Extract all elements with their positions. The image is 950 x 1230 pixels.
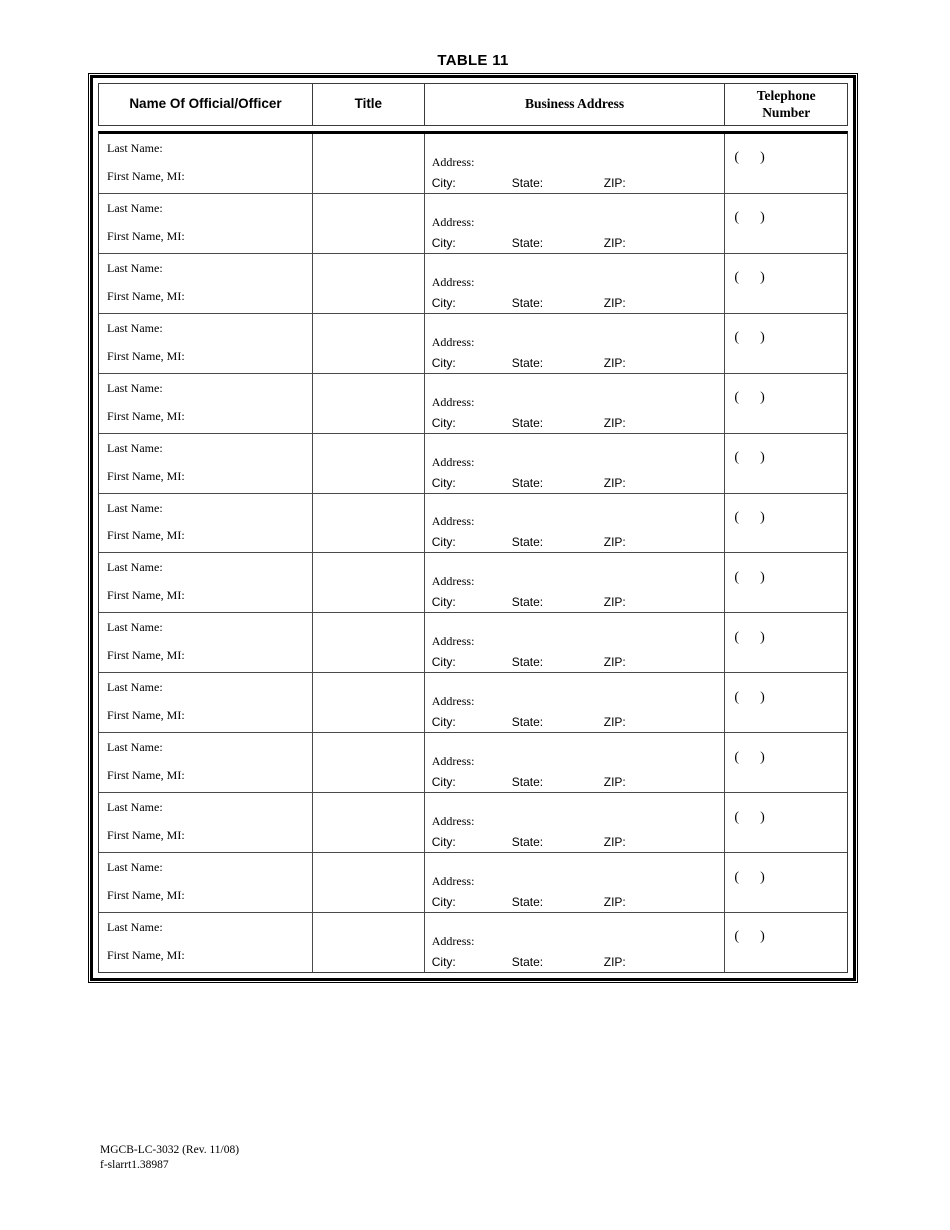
state-label: State:: [511, 175, 544, 190]
city-state-zip-line: [432, 655, 721, 669]
phone-area-code-parens: [734, 510, 764, 526]
name-cell: [99, 553, 313, 612]
address-cell: [425, 853, 726, 912]
phone-close-paren: ): [760, 210, 765, 226]
title-cell: [313, 134, 425, 193]
table-header-row: [98, 83, 848, 126]
first-name-label: First Name, MI:: [107, 828, 185, 843]
city-state-zip-line: [432, 775, 721, 789]
phone-close-paren: ): [760, 569, 765, 585]
phone-open-paren: (: [734, 869, 740, 885]
phone-area-code-parens: [734, 450, 764, 466]
phone-open-paren: (: [734, 270, 740, 286]
title-cell: [313, 793, 425, 852]
phone-close-paren: ): [760, 869, 765, 885]
phone-open-paren: (: [734, 929, 740, 945]
state-label: State:: [511, 355, 544, 370]
address-cell: [425, 613, 726, 672]
last-name-label: Last Name:: [107, 320, 163, 335]
address-label: Address:: [431, 754, 475, 769]
title-cell: [313, 494, 425, 553]
zip-label: ZIP:: [603, 715, 626, 730]
state-label: State:: [511, 894, 544, 909]
form-number: MGCB-LC-3032 (Rev. 11/08): [100, 1144, 240, 1156]
zip-label: ZIP:: [603, 595, 626, 610]
title-cell: [313, 194, 425, 253]
phone-cell: [725, 314, 847, 373]
table-row: [99, 673, 847, 733]
phone-open-paren: (: [734, 150, 740, 166]
name-cell: [99, 434, 313, 493]
state-label: State:: [511, 835, 544, 850]
address-label: Address:: [431, 574, 475, 589]
address-label: Address:: [431, 334, 475, 349]
address-cell: [425, 374, 726, 433]
phone-close-paren: ): [760, 809, 765, 825]
title-cell: [313, 254, 425, 313]
phone-area-code-parens: [734, 929, 764, 945]
form-footer: [100, 1143, 239, 1173]
last-name-label: Last Name:: [107, 200, 163, 215]
name-cell: [99, 254, 313, 313]
title-cell: [313, 673, 425, 732]
phone-open-paren: (: [734, 809, 740, 825]
phone-cell: [725, 494, 847, 553]
city-label: City:: [431, 475, 456, 490]
table-body: [98, 131, 848, 973]
phone-area-code-parens: [734, 270, 764, 286]
table-row: [99, 913, 847, 972]
name-cell: [99, 733, 313, 792]
name-cell: [99, 134, 313, 193]
phone-cell: [725, 434, 847, 493]
last-name-label: Last Name:: [107, 380, 163, 395]
phone-open-paren: (: [734, 629, 740, 645]
phone-cell: [725, 673, 847, 732]
phone-area-code-parens: [734, 870, 764, 886]
state-label: State:: [511, 415, 544, 430]
address-label: Address:: [431, 694, 475, 709]
zip-label: ZIP:: [603, 475, 626, 490]
phone-close-paren: ): [760, 330, 765, 346]
first-name-label: First Name, MI:: [107, 648, 185, 663]
title-cell: [313, 553, 425, 612]
address-cell: [425, 553, 726, 612]
state-label: State:: [511, 954, 544, 969]
first-name-label: First Name, MI:: [107, 887, 185, 902]
city-label: City:: [431, 715, 456, 730]
form-reference: f-slarrt1.38987: [100, 1159, 169, 1172]
zip-label: ZIP:: [603, 295, 626, 310]
zip-label: ZIP:: [603, 355, 626, 370]
address-label: Address:: [431, 394, 475, 409]
name-cell: [99, 494, 313, 553]
address-label: Address:: [431, 634, 475, 649]
first-name-label: First Name, MI:: [107, 768, 185, 783]
state-label: State:: [511, 655, 544, 670]
phone-cell: [725, 374, 847, 433]
city-label: City:: [431, 175, 456, 190]
table-row: [99, 733, 847, 793]
state-label: State:: [511, 595, 544, 610]
phone-cell: [725, 254, 847, 313]
last-name-label: Last Name:: [107, 860, 163, 875]
phone-area-code-parens: [734, 570, 764, 586]
city-label: City:: [431, 535, 456, 550]
address-label: Address:: [431, 154, 475, 169]
state-label: State:: [511, 715, 544, 730]
address-cell: [425, 314, 726, 373]
city-label: City:: [431, 655, 456, 670]
city-state-zip-line: [432, 595, 721, 609]
zip-label: ZIP:: [603, 655, 626, 670]
phone-open-paren: (: [734, 569, 740, 585]
address-cell: [425, 194, 726, 253]
state-label: State:: [511, 775, 544, 790]
phone-cell: [725, 793, 847, 852]
city-state-zip-line: [432, 176, 721, 190]
first-name-label: First Name, MI:: [107, 468, 185, 483]
city-label: City:: [431, 415, 456, 430]
phone-area-code-parens: [734, 390, 764, 406]
officials-table: [88, 73, 858, 983]
zip-label: ZIP:: [603, 535, 626, 550]
name-cell: [99, 913, 313, 972]
title-cell: [313, 733, 425, 792]
phone-cell: [725, 194, 847, 253]
last-name-label: Last Name:: [107, 919, 163, 934]
page-title: TABLE 11: [437, 52, 509, 69]
table-row: [99, 553, 847, 613]
state-label: State:: [511, 295, 544, 310]
phone-cell: [725, 613, 847, 672]
address-label: Address:: [431, 933, 475, 948]
last-name-label: Last Name:: [107, 500, 163, 515]
phone-open-paren: (: [734, 210, 740, 226]
phone-open-paren: (: [734, 749, 740, 765]
table-row: [99, 434, 847, 494]
first-name-label: First Name, MI:: [107, 348, 185, 363]
first-name-label: First Name, MI:: [107, 588, 185, 603]
phone-area-code-parens: [734, 150, 764, 166]
city-state-zip-line: [432, 895, 721, 909]
city-state-zip-line: [432, 835, 721, 849]
address-cell: [425, 913, 726, 972]
city-label: City:: [431, 894, 456, 909]
phone-open-paren: (: [734, 390, 740, 406]
name-cell: [99, 613, 313, 672]
phone-close-paren: ): [760, 450, 765, 466]
address-label: Address:: [431, 873, 475, 888]
address-cell: [425, 733, 726, 792]
last-name-label: Last Name:: [107, 740, 163, 755]
phone-cell: [725, 134, 847, 193]
title-cell: [313, 374, 425, 433]
last-name-label: Last Name:: [107, 440, 163, 455]
city-label: City:: [431, 355, 456, 370]
phone-area-code-parens: [734, 330, 764, 346]
phone-area-code-parens: [734, 630, 764, 646]
phone-cell: [725, 853, 847, 912]
phone-close-paren: ): [760, 929, 765, 945]
zip-label: ZIP:: [603, 894, 626, 909]
last-name-label: Last Name:: [107, 560, 163, 575]
zip-label: ZIP:: [603, 954, 626, 969]
city-state-zip-line: [432, 416, 721, 430]
header-cell-name: Name Of Official/Officer: [99, 84, 313, 125]
address-cell: [425, 793, 726, 852]
title-cell: [313, 314, 425, 373]
last-name-label: Last Name:: [107, 141, 163, 155]
title-cell: [313, 434, 425, 493]
city-label: City:: [431, 775, 456, 790]
name-cell: [99, 194, 313, 253]
city-label: City:: [431, 835, 456, 850]
zip-label: ZIP:: [603, 835, 626, 850]
table-row: [99, 853, 847, 913]
table-row: [99, 793, 847, 853]
table-row: [99, 613, 847, 673]
address-label: Address:: [431, 214, 475, 229]
city-label: City:: [431, 235, 456, 250]
header-cell-business-address: Business Address: [425, 84, 726, 125]
state-label: State:: [511, 535, 544, 550]
title-cell: [313, 853, 425, 912]
phone-open-paren: (: [734, 509, 740, 525]
first-name-label: First Name, MI:: [107, 947, 185, 962]
name-cell: [99, 673, 313, 732]
phone-close-paren: ): [760, 689, 765, 705]
header-cell-telephone-number: Telephone Number: [756, 88, 816, 120]
address-label: Address:: [431, 274, 475, 289]
name-cell: [99, 793, 313, 852]
phone-open-paren: (: [734, 689, 740, 705]
phone-close-paren: ): [760, 390, 765, 406]
city-state-zip-line: [432, 715, 721, 729]
phone-close-paren: ): [760, 150, 765, 166]
address-label: Address:: [431, 454, 475, 469]
last-name-label: Last Name:: [107, 800, 163, 815]
last-name-label: Last Name:: [107, 620, 163, 635]
last-name-label: Last Name:: [107, 680, 163, 695]
phone-area-code-parens: [734, 210, 764, 226]
address-cell: [425, 134, 726, 193]
phone-open-paren: (: [734, 450, 740, 466]
zip-label: ZIP:: [603, 415, 626, 430]
phone-area-code-parens: [734, 690, 764, 706]
phone-close-paren: ): [760, 509, 765, 525]
header-cell-title: Title: [313, 84, 425, 125]
address-cell: [425, 434, 726, 493]
address-cell: [425, 254, 726, 313]
city-state-zip-line: [432, 535, 721, 549]
address-label: Address:: [431, 814, 475, 829]
first-name-label: First Name, MI:: [107, 288, 185, 303]
city-state-zip-line: [432, 955, 721, 969]
address-label: Address:: [431, 514, 475, 529]
city-label: City:: [431, 595, 456, 610]
last-name-label: Last Name:: [107, 260, 163, 275]
name-cell: [99, 374, 313, 433]
state-label: State:: [511, 235, 544, 250]
address-cell: [425, 673, 726, 732]
city-state-zip-line: [432, 236, 721, 250]
zip-label: ZIP:: [603, 175, 626, 190]
city-state-zip-line: [432, 476, 721, 490]
phone-area-code-parens: [734, 810, 764, 826]
phone-cell: [725, 553, 847, 612]
first-name-label: First Name, MI:: [107, 708, 185, 723]
table-row: [99, 194, 847, 254]
phone-close-paren: ): [760, 629, 765, 645]
table-row: [99, 134, 847, 194]
phone-close-paren: ): [760, 270, 765, 286]
title-cell: [313, 613, 425, 672]
city-label: City:: [431, 954, 456, 969]
phone-cell: [725, 913, 847, 972]
phone-open-paren: (: [734, 330, 740, 346]
phone-close-paren: ): [760, 749, 765, 765]
phone-cell: [725, 733, 847, 792]
city-state-zip-line: [432, 356, 721, 370]
table-row: [99, 314, 847, 374]
first-name-label: First Name, MI:: [107, 528, 185, 543]
city-label: City:: [431, 295, 456, 310]
state-label: State:: [511, 475, 544, 490]
address-cell: [425, 494, 726, 553]
title-cell: [313, 913, 425, 972]
name-cell: [99, 853, 313, 912]
first-name-label: First Name, MI:: [107, 168, 185, 183]
officials-table-inner: [90, 75, 856, 981]
zip-label: ZIP:: [603, 235, 626, 250]
zip-label: ZIP:: [603, 775, 626, 790]
first-name-label: First Name, MI:: [107, 408, 185, 423]
city-state-zip-line: [432, 296, 721, 310]
phone-area-code-parens: [734, 750, 764, 766]
table-row: [99, 494, 847, 554]
table-row: [99, 374, 847, 434]
name-cell: [99, 314, 313, 373]
first-name-label: First Name, MI:: [107, 228, 185, 243]
table-row: [99, 254, 847, 314]
